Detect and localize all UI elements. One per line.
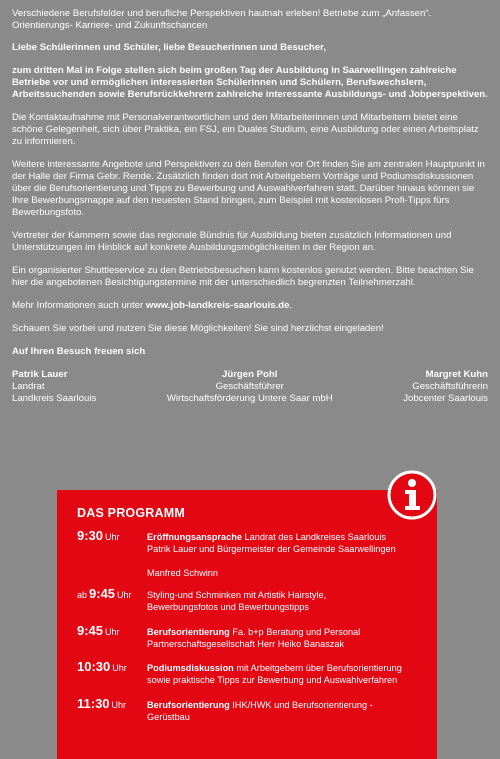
program-time: 9:45 Uhr — [77, 623, 120, 638]
signature-org: Jobcenter Saarlouis — [403, 393, 488, 404]
program-time: ab 9:45 Uhr — [77, 586, 132, 601]
program-description: Berufsorientierung Fa. b+p Beratung und Personal Partnerschaftsgesellschaft Herr Heiko Banaszak — [147, 627, 361, 649]
program-description: Eröffnungsansprache Landrat des Landkreises Saarlouis Patrik Lauer und Bürgermeister der Gemeinde Saarwellingen Manfred Schwinn — [147, 532, 396, 578]
program-description: Berufsorientierung IHK/HWK und Berufsorientierung - Gerüstbau — [147, 700, 373, 722]
signature-role: Geschäftsführer — [215, 381, 284, 392]
signature-role: Landrat — [12, 381, 45, 392]
signature-lauer — [12, 369, 96, 405]
program-title: DAS PROGRAMM — [77, 506, 185, 520]
signature-name: Jürgen Pohl — [222, 369, 278, 380]
signature-name: Patrik Lauer — [12, 369, 68, 380]
intro-paragraph-3: Die Kontaktaufnahme mit Personalverantwortlichen und den Mitarbeiterinnen und Mitarbeitern bietet eine schöne Gelegenheit, sich über Praktika, ein FSJ, ein Duales Studium, eine Ausbildung oder einen Arbeitsplatz zu informieren. — [12, 112, 479, 147]
intro-paragraph-4: Weitere interessante Angebote und Perspektiven zu den Berufen vor Ort finden Sie am zentralen Hauptpunkt in der Halle der Firma Gebr. Rende. Zusätzlich finden dort mit Arbeitgebern Vorträge und Podiumsdiskussionen über die Berufsorientierung und Tipps zu Bewerbung und Auswahlverfahren statt. Darüber hinaus können sie Ihre Bewerbungsmappe auf den neuesten Stand bringen, zum Beispiel mit kostenlosen Profi-Tipps fürs Bewerbungsfoto. — [12, 159, 485, 218]
intro-text — [12, 8, 488, 405]
signature-pohl — [167, 369, 333, 405]
program-time: 9:30 Uhr — [77, 528, 120, 543]
greeting: Liebe Schülerinnen und Schüler, liebe Besucherinnen und Besucher, — [12, 42, 327, 53]
intro-paragraph-7 — [12, 300, 488, 312]
info-icon — [387, 470, 437, 520]
program-description: Styling-und Schminken mit Artistik Hairstyle, Bewerbungsfotos und Bewerbungstipps — [147, 590, 327, 612]
signature-org: Wirtschaftsförderung Untere Saar mbH — [166, 393, 333, 404]
signature-org: Landkreis Saarlouis — [12, 393, 97, 404]
signature-kuhn — [403, 369, 488, 405]
program-box — [57, 490, 437, 759]
intro-line-1: Verschiedene Berufsfelder und berufliche Perspektiven hautnah erleben! Betriebe zum „Anfassen“. — [12, 8, 432, 19]
program-time: 10:30 Uhr — [77, 659, 127, 674]
intro-paragraph-1 — [12, 8, 488, 32]
signature-role: Geschäftsführerin — [412, 381, 488, 392]
website-link[interactable]: www.job-landkreis-saarlouis.de — [145, 300, 290, 311]
program-time: 11:30 Uhr — [77, 696, 127, 711]
program-description: Podiumsdiskussion mit Arbeitgebern über Berufsorientierung sowie praktische Tipps zur Bewerbung und Auswahlverfahren — [147, 663, 402, 685]
more-info-text: Mehr Informationen auch unter — [12, 300, 146, 311]
intro-line-2: Orientierungs- Karriere- und Zukunftschancen — [12, 20, 208, 31]
intro-paragraph-8: Schauen Sie vorbei und nutzen Sie diese Möglichkeiten! Sie sind herzlichst eingeladen! — [12, 323, 384, 334]
intro-paragraph-6: Ein organisierter Shuttleservice zu den Betriebsbesuchen kann kostenlos genutzt werden. Bitte beachten Sie hier die angebotenen Besichtigungstermine mit der unterschiedlich begrenzten Teilnehmerzahl. — [12, 265, 474, 288]
intro-paragraph-5: Vertreter der Kammern sowie das regionale Bündnis für Ausbildung bieten zusätzlich Informationen und Unterstützungen im Hinblick auf konkrete Ausbildungsmöglichkeiten in der Region an. — [12, 230, 452, 253]
intro-paragraph-2: zum dritten Mal in Folge stellen sich beim großen Tag der Ausbildung in Saarwellingen zahlreiche Betriebe vor und ermöglichen interessierten Schülerinnen und Schülern, Berufswechslern, Arbeitssuchenden sowie Berufsrückkehrern zahlreiche interessante Ausbildungs- und Jobperspektiven. — [12, 65, 488, 100]
signatures — [12, 369, 488, 405]
closing: Auf Ihren Besuch freuen sich — [12, 346, 146, 357]
more-info-suffix: . — [289, 300, 293, 311]
signature-name: Margret Kuhn — [425, 369, 488, 380]
